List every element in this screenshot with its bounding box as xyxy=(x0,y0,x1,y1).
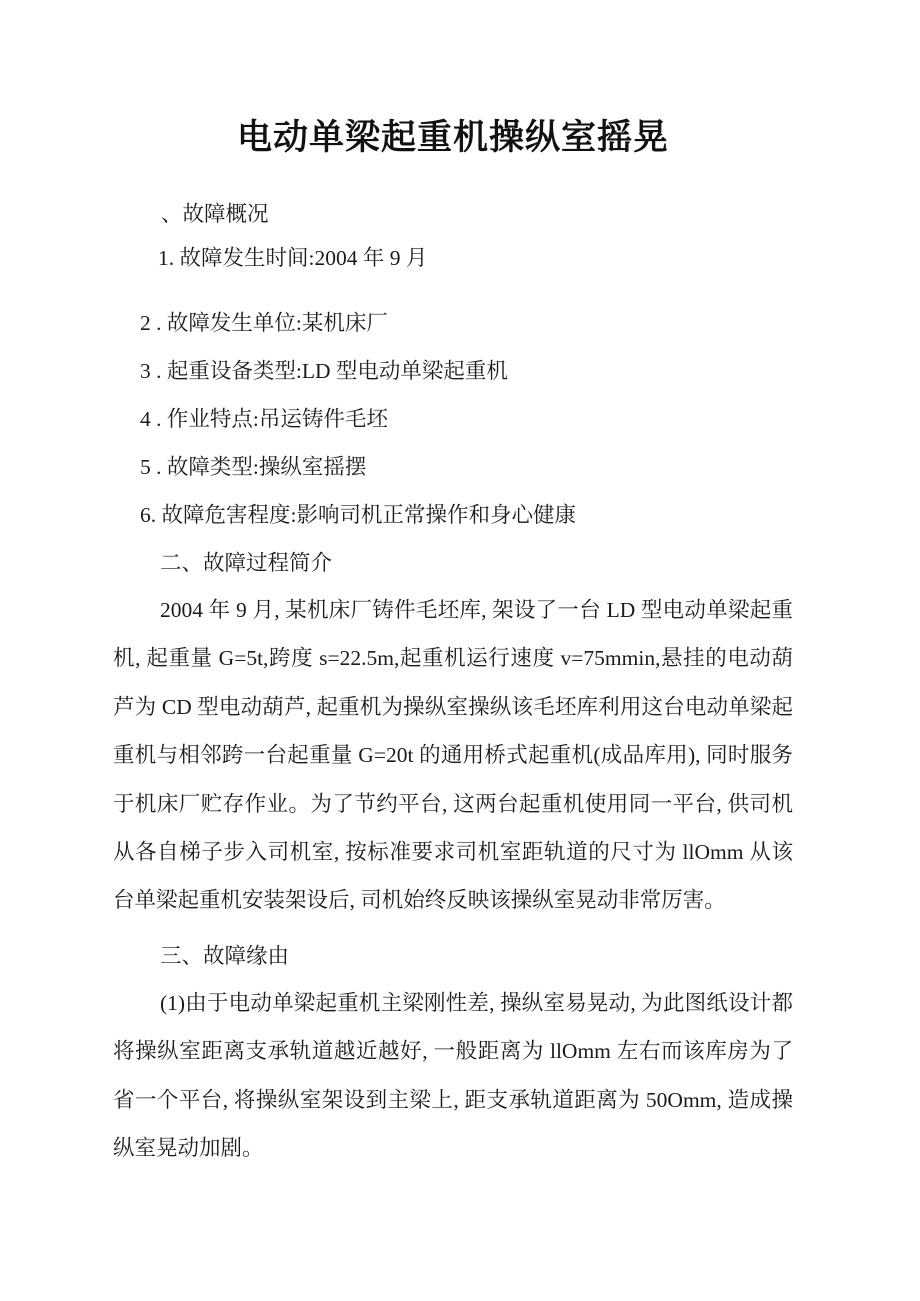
section-cause-paragraph: (1)由于电动单梁起重机主梁刚性差, 操纵室易晃动, 为此图纸设计都将操纵室距离支承轨道越近越好, 一般距离为 llOmm 左右而该库房为了省一个平台, 将操纵室架设到主梁上, 距支承轨道距离为 50Omm, 造成操纵室晃动加剧。 xyxy=(113,990,793,1161)
section-process-heading: 二、故障过程简介 xyxy=(160,551,333,575)
overview-item-fault-type: 5 . 故障类型:操纵室摇摆 xyxy=(140,455,367,479)
document-title: 电动单梁起重机操纵室摇晃 xyxy=(236,118,669,157)
overview-item-time: 1. 故障发生时间:2004 年 9 月 xyxy=(158,246,428,270)
overview-item-equipment-type: 3 . 起重设备类型:LD 型电动单梁起重机 xyxy=(140,359,508,383)
overview-item-hazard-level: 6. 故障危害程度:影响司机正常操作和身心健康 xyxy=(140,503,576,527)
overview-item-unit: 2 . 故障发生单位:某机床厂 xyxy=(140,311,388,335)
section-cause-heading: 三、故障缘由 xyxy=(160,943,290,968)
overview-item-work-feature: 4 . 作业特点:吊运铸件毛坯 xyxy=(140,407,388,431)
section-overview-heading: 、故障概况 xyxy=(161,202,269,226)
section-process-paragraph: 2004 年 9 月, 某机床厂铸件毛坯库, 架设了一台 LD 型电动单梁起重机, 起重量 G=5t,跨度 s=22.5m,起重机运行速度 v=75mmin,悬挂的电动葫芦为 CD 型电动葫芦, 起重机为操纵室操纵该毛坯库利用这台电动单梁起重机与相邻跨一台起重量 G=20t 的通用桥式起重机(成品库用), 同时服务于机床厂贮存作业。为了节约平台, 这两台起重机使用同一平台, 供司机从各自梯子步入司机室, 按标准要求司机室距轨道的尺寸为 llOmm 从该台单梁起重机安装架设后, 司机始终反映该操纵室晃动非常厉害。 xyxy=(113,598,793,913)
